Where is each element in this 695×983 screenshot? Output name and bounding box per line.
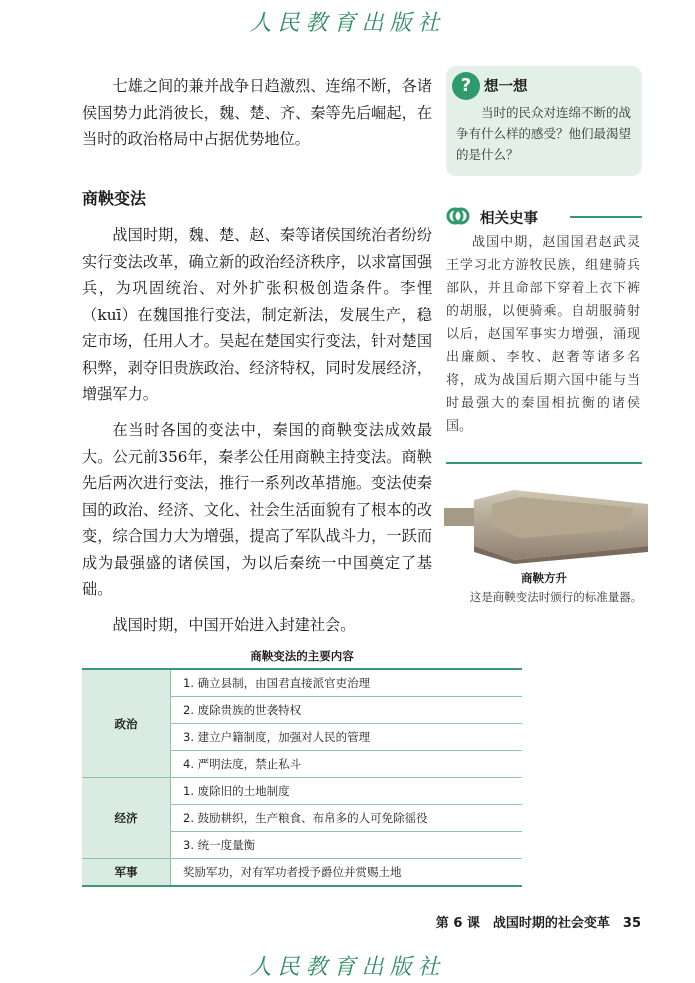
history-text: 战国中期，赵国国君赵武灵王学习北方游牧民族，组建骑兵部队，并且命部下穿着上衣下裤的胡服，以便骑乘。自胡服骑射以后，赵国军事实力增强，涌现出廉颇、李牧、赵奢等诸多名将，成为战国后期六国中能与当时最强大的秦国相抗衡的诸侯国。 (446, 235, 640, 434)
table-cell: 2. 废除贵族的世袭特权 (171, 697, 523, 724)
table-cell: 1. 废除旧的土地制度 (171, 778, 523, 805)
think-text: 当时的民众对连绵不断的战争有什么样的感受？他们最渴望的是什么？ (456, 105, 632, 162)
think-title: 想一想 (484, 79, 528, 95)
table-cell: 4. 严明法度，禁止私斗 (171, 751, 523, 778)
think-box (446, 66, 642, 176)
body-paragraph-1: 战国时期，魏、楚、赵、秦等诸侯国统治者纷纷实行变法改革，确立新的政治经济秩序，以求富国强兵，为巩固统治、对外扩张积极创造条件。李悝（kuī）在魏国推行变法，制定新法，发展生产，稳定市场，任用人才。吴起在楚国实行变法，针对楚国积弊，剥夺旧贵族政治、经济特权，同时发展经济，增强军力。 (82, 226, 432, 403)
intro-paragraph: 七雄之间的兼并战争日趋激烈、连绵不断，各诸侯国势力此消彼长，魏、楚、齐、秦等先后崛起，在当时的政治格局中占据优势地位。 (82, 77, 432, 148)
relic-caption-title: 商鞅方升 (521, 571, 567, 585)
table-row (82, 778, 522, 805)
table-row (82, 669, 522, 697)
table-cell: 3. 统一度量衡 (171, 832, 523, 859)
category-politics: 政治 (82, 669, 171, 778)
history-bottom-rule (446, 462, 642, 464)
category-economy: 经济 (82, 778, 171, 859)
relic-caption-desc: 这是商鞅变法时颁行的标准量器。 (469, 590, 643, 604)
table-cell: 2. 鼓励耕织，生产粮食、布帛多的人可免除徭役 (171, 805, 523, 832)
table-cell: 奖励军功，对有军功者授予爵位并赏赐土地 (171, 859, 523, 887)
history-divider (570, 216, 642, 218)
table-title: 商鞅变法的主要内容 (250, 649, 354, 663)
reform-table (82, 668, 522, 887)
category-military: 军事 (82, 859, 171, 887)
question-icon: ? (452, 72, 480, 100)
shang-yang-measure-image (444, 486, 648, 564)
publisher-logo-bottom: 人民教育出版社 (249, 955, 446, 980)
table-row (82, 859, 522, 887)
table-cell: 3. 建立户籍制度，加强对人民的管理 (171, 724, 523, 751)
page-footer: 第 6 课 战国时期的社会变革 35 (435, 916, 641, 931)
body-paragraph-3: 战国时期，中国开始进入封建社会。 (112, 616, 356, 634)
history-icon (446, 204, 470, 228)
section-title: 商鞅变法 (82, 189, 147, 208)
publisher-logo-top: 人民教育出版社 (249, 11, 446, 36)
history-title: 相关史事 (480, 211, 538, 227)
table-cell: 1. 确立县制，由国君直接派官吏治理 (171, 669, 523, 697)
body-paragraph-2: 在当时各国的变法中，秦国的商鞅变法成效最大。公元前356年，秦孝公任用商鞅主持变法。商鞅先后两次进行变法，推行一系列改革措施。变法使秦国的政治、经济、文化、社会生活面貌有了根本的改变，综合国力大为增强，提高了军队战斗力，一跃而成为最强盛的诸侯国，为以后秦统一中国奠定了基础。 (82, 421, 432, 598)
